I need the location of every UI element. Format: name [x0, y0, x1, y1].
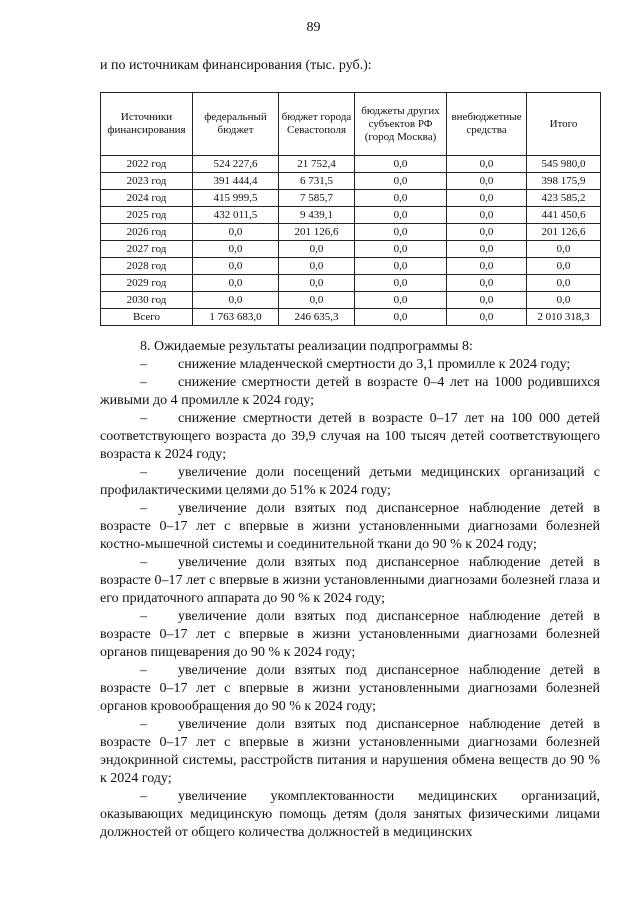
table-row	[101, 309, 601, 326]
header-other-subjects-budget: бюджеты других субъектов РФ (город Москва)	[355, 93, 447, 156]
table-row	[101, 224, 601, 241]
row-label-cell: 2025 год	[101, 207, 193, 224]
list-item-text: увеличение доли взятых под диспансерное наблюдение детей в возрасте 0–17 лет с впервые в жизни установленными диагнозами болезней органов пищеварения до 90 % к 2024 году;	[100, 609, 600, 660]
table-cell: 7 585,7	[279, 190, 355, 207]
row-label-cell: 2026 год	[101, 224, 193, 241]
table-cell: 0,0	[193, 258, 279, 275]
table-cell: 0,0	[355, 292, 447, 309]
dash-bullet: –	[140, 375, 147, 390]
table-cell: 0,0	[193, 241, 279, 258]
table-cell: 0,0	[355, 275, 447, 292]
table-cell: 6 731,5	[279, 173, 355, 190]
table-cell: 0,0	[193, 224, 279, 241]
table-cell: 0,0	[355, 190, 447, 207]
row-label-cell: 2022 год	[101, 156, 193, 173]
table-cell: 2 010 318,3	[527, 309, 601, 326]
table-cell: 0,0	[527, 275, 601, 292]
table-cell: 0,0	[447, 275, 527, 292]
table-row	[101, 258, 601, 275]
table-cell: 441 450,6	[527, 207, 601, 224]
table-cell: 0,0	[447, 258, 527, 275]
list-item-text: увеличение доли взятых под диспансерное наблюдение детей в возрасте 0–17 лет с впервые в жизни установленными диагнозами болезней глаза и его придаточного аппарата до 90 % к 2024 году;	[100, 555, 600, 606]
list-item	[100, 374, 600, 410]
table-cell: 423 585,2	[527, 190, 601, 207]
table-cell: 391 444,4	[193, 173, 279, 190]
header-federal-budget: федеральный бюджет	[193, 93, 279, 156]
list-item-text: снижение младенческой смертности до 3,1 промилле к 2024 году;	[178, 357, 571, 372]
row-label-cell: 2027 год	[101, 241, 193, 258]
table-header-row	[101, 93, 601, 156]
dash-bullet: –	[140, 465, 147, 480]
table-row	[101, 275, 601, 292]
list-item-text: снижение смертности детей в возрасте 0–17 лет на 100 000 детей соответствующего возраста до 39,9 случая на 100 тысяч детей соответствующего возраста к 2024 году;	[100, 411, 600, 462]
table-row	[101, 292, 601, 309]
dash-bullet: –	[140, 717, 147, 732]
table-cell: 0,0	[193, 292, 279, 309]
table-cell: 0,0	[447, 173, 527, 190]
table-cell: 0,0	[355, 173, 447, 190]
table-cell: 0,0	[355, 156, 447, 173]
header-sources: Источники финансирования	[101, 93, 193, 156]
table-cell: 21 752,4	[279, 156, 355, 173]
row-label-cell: 2023 год	[101, 173, 193, 190]
table-cell: 0,0	[355, 224, 447, 241]
dash-bullet: –	[140, 555, 147, 570]
list-item	[100, 554, 600, 608]
list-item	[100, 788, 600, 842]
list-item	[100, 716, 600, 788]
table-body	[101, 156, 601, 326]
table-row	[101, 241, 601, 258]
table-cell: 201 126,6	[527, 224, 601, 241]
table-cell: 524 227,6	[193, 156, 279, 173]
table-row	[101, 156, 601, 173]
table-cell: 545 980,0	[527, 156, 601, 173]
dash-bullet: –	[140, 609, 147, 624]
table-cell: 0,0	[447, 224, 527, 241]
table-cell: 0,0	[279, 275, 355, 292]
list-item	[100, 500, 600, 554]
table-cell: 432 011,5	[193, 207, 279, 224]
list-item-text: увеличение укомплектованности медицинских организаций, оказывающих медицинскую помощь детям (доля занятых физическими лицами должностей от общего количества должностей в медицинских	[100, 789, 600, 840]
table-cell: 0,0	[279, 258, 355, 275]
list-item-text: увеличение доли взятых под диспансерное наблюдение детей в возрасте 0–17 лет с впервые в жизни установленными диагнозами болезней костно-мышечной системы и соединительной ткани до 90 % к 2024 году;	[100, 501, 600, 552]
table-cell: 0,0	[527, 292, 601, 309]
table-cell: 1 763 683,0	[193, 309, 279, 326]
list-item	[100, 464, 600, 500]
table-cell: 0,0	[279, 241, 355, 258]
table-cell: 201 126,6	[279, 224, 355, 241]
list-item-text: увеличение доли взятых под диспансерное наблюдение детей в возрасте 0–17 лет с впервые в жизни установленными диагнозами болезней органов кровообращения до 90 % к 2024 году;	[100, 663, 600, 714]
list-item-text: снижение смертности детей в возрасте 0–4 лет на 1000 родившихся живыми до 4 промилле к 2024 году;	[100, 375, 600, 408]
list-item	[100, 608, 600, 662]
table-cell: 0,0	[447, 241, 527, 258]
section-heading: 8. Ожидаемые результаты реализации подпрограммы 8:	[140, 339, 473, 354]
dash-bullet: –	[140, 789, 147, 804]
list-item	[100, 356, 600, 374]
table-cell: 0,0	[447, 309, 527, 326]
table-row	[101, 173, 601, 190]
table-cell: 398 175,9	[527, 173, 601, 190]
table-cell: 0,0	[527, 241, 601, 258]
dash-bullet: –	[140, 411, 147, 426]
table-cell: 415 999,5	[193, 190, 279, 207]
table-cell: 0,0	[355, 309, 447, 326]
dash-bullet: –	[140, 663, 147, 678]
table-cell: 0,0	[527, 258, 601, 275]
table-row	[101, 190, 601, 207]
page-number: 89	[306, 20, 321, 35]
header-total: Итого	[527, 93, 601, 156]
row-label-cell: 2029 год	[101, 275, 193, 292]
list-item	[100, 410, 600, 464]
table-cell: 0,0	[355, 258, 447, 275]
list-item-text: увеличение доли посещений детьми медицинских организаций с профилактическими целями до 51% к 2024 году;	[100, 465, 600, 498]
table-cell: 0,0	[355, 207, 447, 224]
row-label-cell: 2030 год	[101, 292, 193, 309]
table-cell: 246 635,3	[279, 309, 355, 326]
table-cell: 0,0	[447, 207, 527, 224]
table-cell: 0,0	[447, 292, 527, 309]
list-item	[100, 662, 600, 716]
expected-results-section	[100, 338, 600, 842]
table-cell: 0,0	[193, 275, 279, 292]
dash-bullet: –	[140, 357, 147, 372]
header-sevastopol-budget: бюджет города Севастополя	[279, 93, 355, 156]
dash-bullet: –	[140, 501, 147, 516]
table-cell: 9 439,1	[279, 207, 355, 224]
header-extrabudgetary: внебюджетные средства	[447, 93, 527, 156]
table-cell: 0,0	[279, 292, 355, 309]
table-cell: 0,0	[355, 241, 447, 258]
financing-table	[100, 92, 601, 326]
row-label-cell: 2028 год	[101, 258, 193, 275]
table-cell: 0,0	[447, 156, 527, 173]
row-label-cell: Всего	[101, 309, 193, 326]
table-cell: 0,0	[447, 190, 527, 207]
intro-text: и по источникам финансирования (тыс. руб.):	[100, 58, 372, 73]
list-item-text: увеличение доли взятых под диспансерное наблюдение детей в возрасте 0–17 лет с впервые в жизни установленными диагнозами болезней эндокринной системы, расстройств питания и нарушения обмена веществ до 90 % к 2024 году;	[100, 717, 600, 786]
row-label-cell: 2024 год	[101, 190, 193, 207]
table-row	[101, 207, 601, 224]
